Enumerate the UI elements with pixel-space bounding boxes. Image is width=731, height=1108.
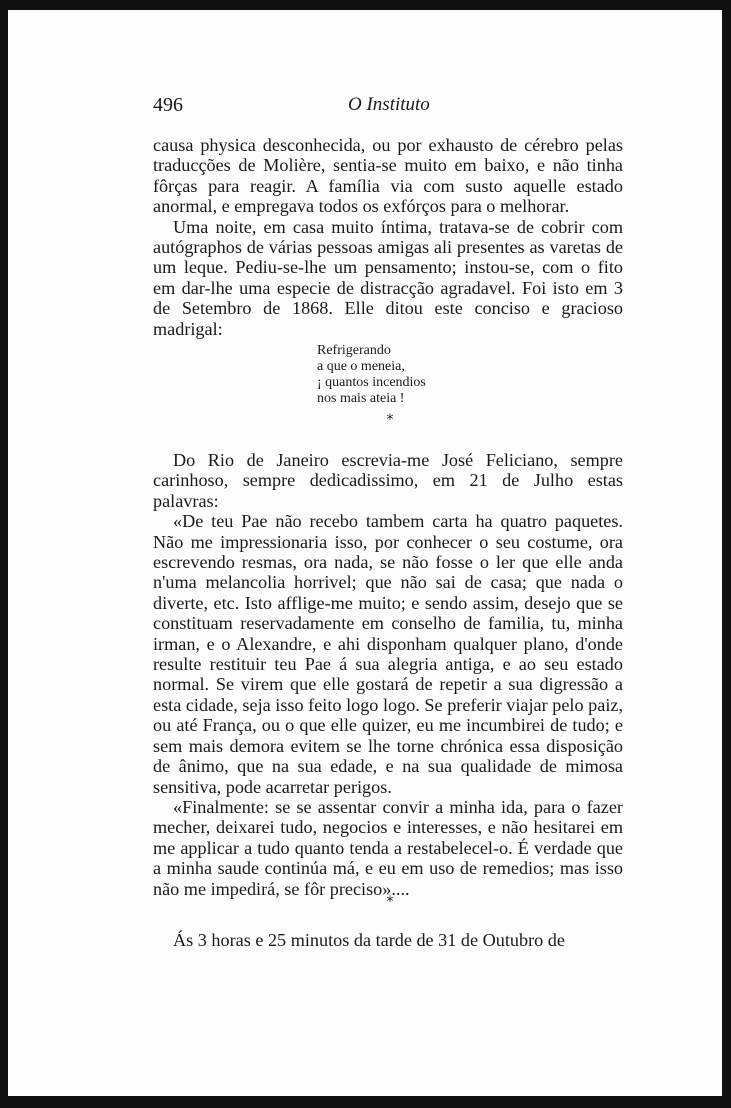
quoted-paragraph: «De teu Pae não recebo tambem carta ha quatro paquetes. Não me impressionaria isso, por conhecer o seu costume, ora escrevendo resmas, ora nada, se não fosse o ler que elle anda n'uma melancolia horrivel; que não sai de casa; que nada o diverte, etc. Isto afflige-me muito; e sendo assim, desejo que se constituam reservadamente em conselho de familia, tu, minha irman, e o Alexandre, e ahi disponham qualquer plano, d'onde resulte restituir teu Pae á sua alegria antiga, e ao seu estado normal. Se virem que elle gostará de repetir a sua digressão a esta cidade, seja isso feito logo logo. Se preferir viajar pelo paiz, ou até França, ou o que elle quizer, eu me incumbirei de tudo; e sem mais demora evitem se lhe torne chrónica essa disposição de ânimo, que na sua edade, e na sua qualidade de mimosa sensitiva, pode acarretar perigos.: [153, 511, 623, 797]
poem-line: Refrigerando: [317, 343, 391, 358]
paragraph: causa physica desconhecida, ou por exhausto de cérebro pelas traducções de Molière, sentia-se muito em baixo, e não tinha fôrças para reagir. A família via com susto aquelle estado anormal, e empregava todos os exfórços para o melhorar.: [153, 135, 623, 217]
section-separator: *: [386, 894, 394, 910]
poem-line: a que o meneia,: [317, 359, 405, 374]
section-separator: *: [386, 412, 394, 428]
section-madrigal: [153, 135, 623, 339]
paragraph: Uma noite, em casa muito íntima, tratava-se de cobrir com autógraphos de várias pessoas amigas ali presentes as varetas de um leque. Pediu-se-lhe um pensamento; instou-se, com o fito em dar-lhe uma especie de distracção agradavel. Foi isto em 3 de Setembro de 1868. Elle ditou este conciso e gracioso madrigal:: [153, 216, 623, 339]
madrigal-poem: [317, 343, 426, 407]
quoted-paragraph: «Finalmente: se se assentar convir a minha ida, para o fazer mecher, deixarei tudo, negocios e interesses, e não hesitarei em me applicar a tudo quanto tenda a restabelecel-o. É verdade que a minha saude continúa má, e eu em uso de remedios; mas isso não me impedirá, se fôr preciso»....: [153, 796, 623, 899]
poem-line: nos mais ateia !: [317, 391, 405, 406]
paragraph: Ás 3 horas e 25 minutos da tarde de 31 de Outubro de: [173, 930, 565, 950]
page-number: 496: [153, 94, 183, 116]
paragraph: Do Rio de Janeiro escrevia-me José Feliciano, sempre carinhoso, sempre dedicadissimo, em 21 de Julho estas palavras:: [153, 450, 623, 511]
section-letter: [153, 450, 623, 899]
journal-title: O Instituto: [348, 94, 430, 115]
book-page: [8, 10, 722, 1096]
running-head: [8, 94, 722, 120]
section-final: [153, 930, 623, 950]
poem-line: ¡ quantos incendios: [317, 375, 426, 390]
